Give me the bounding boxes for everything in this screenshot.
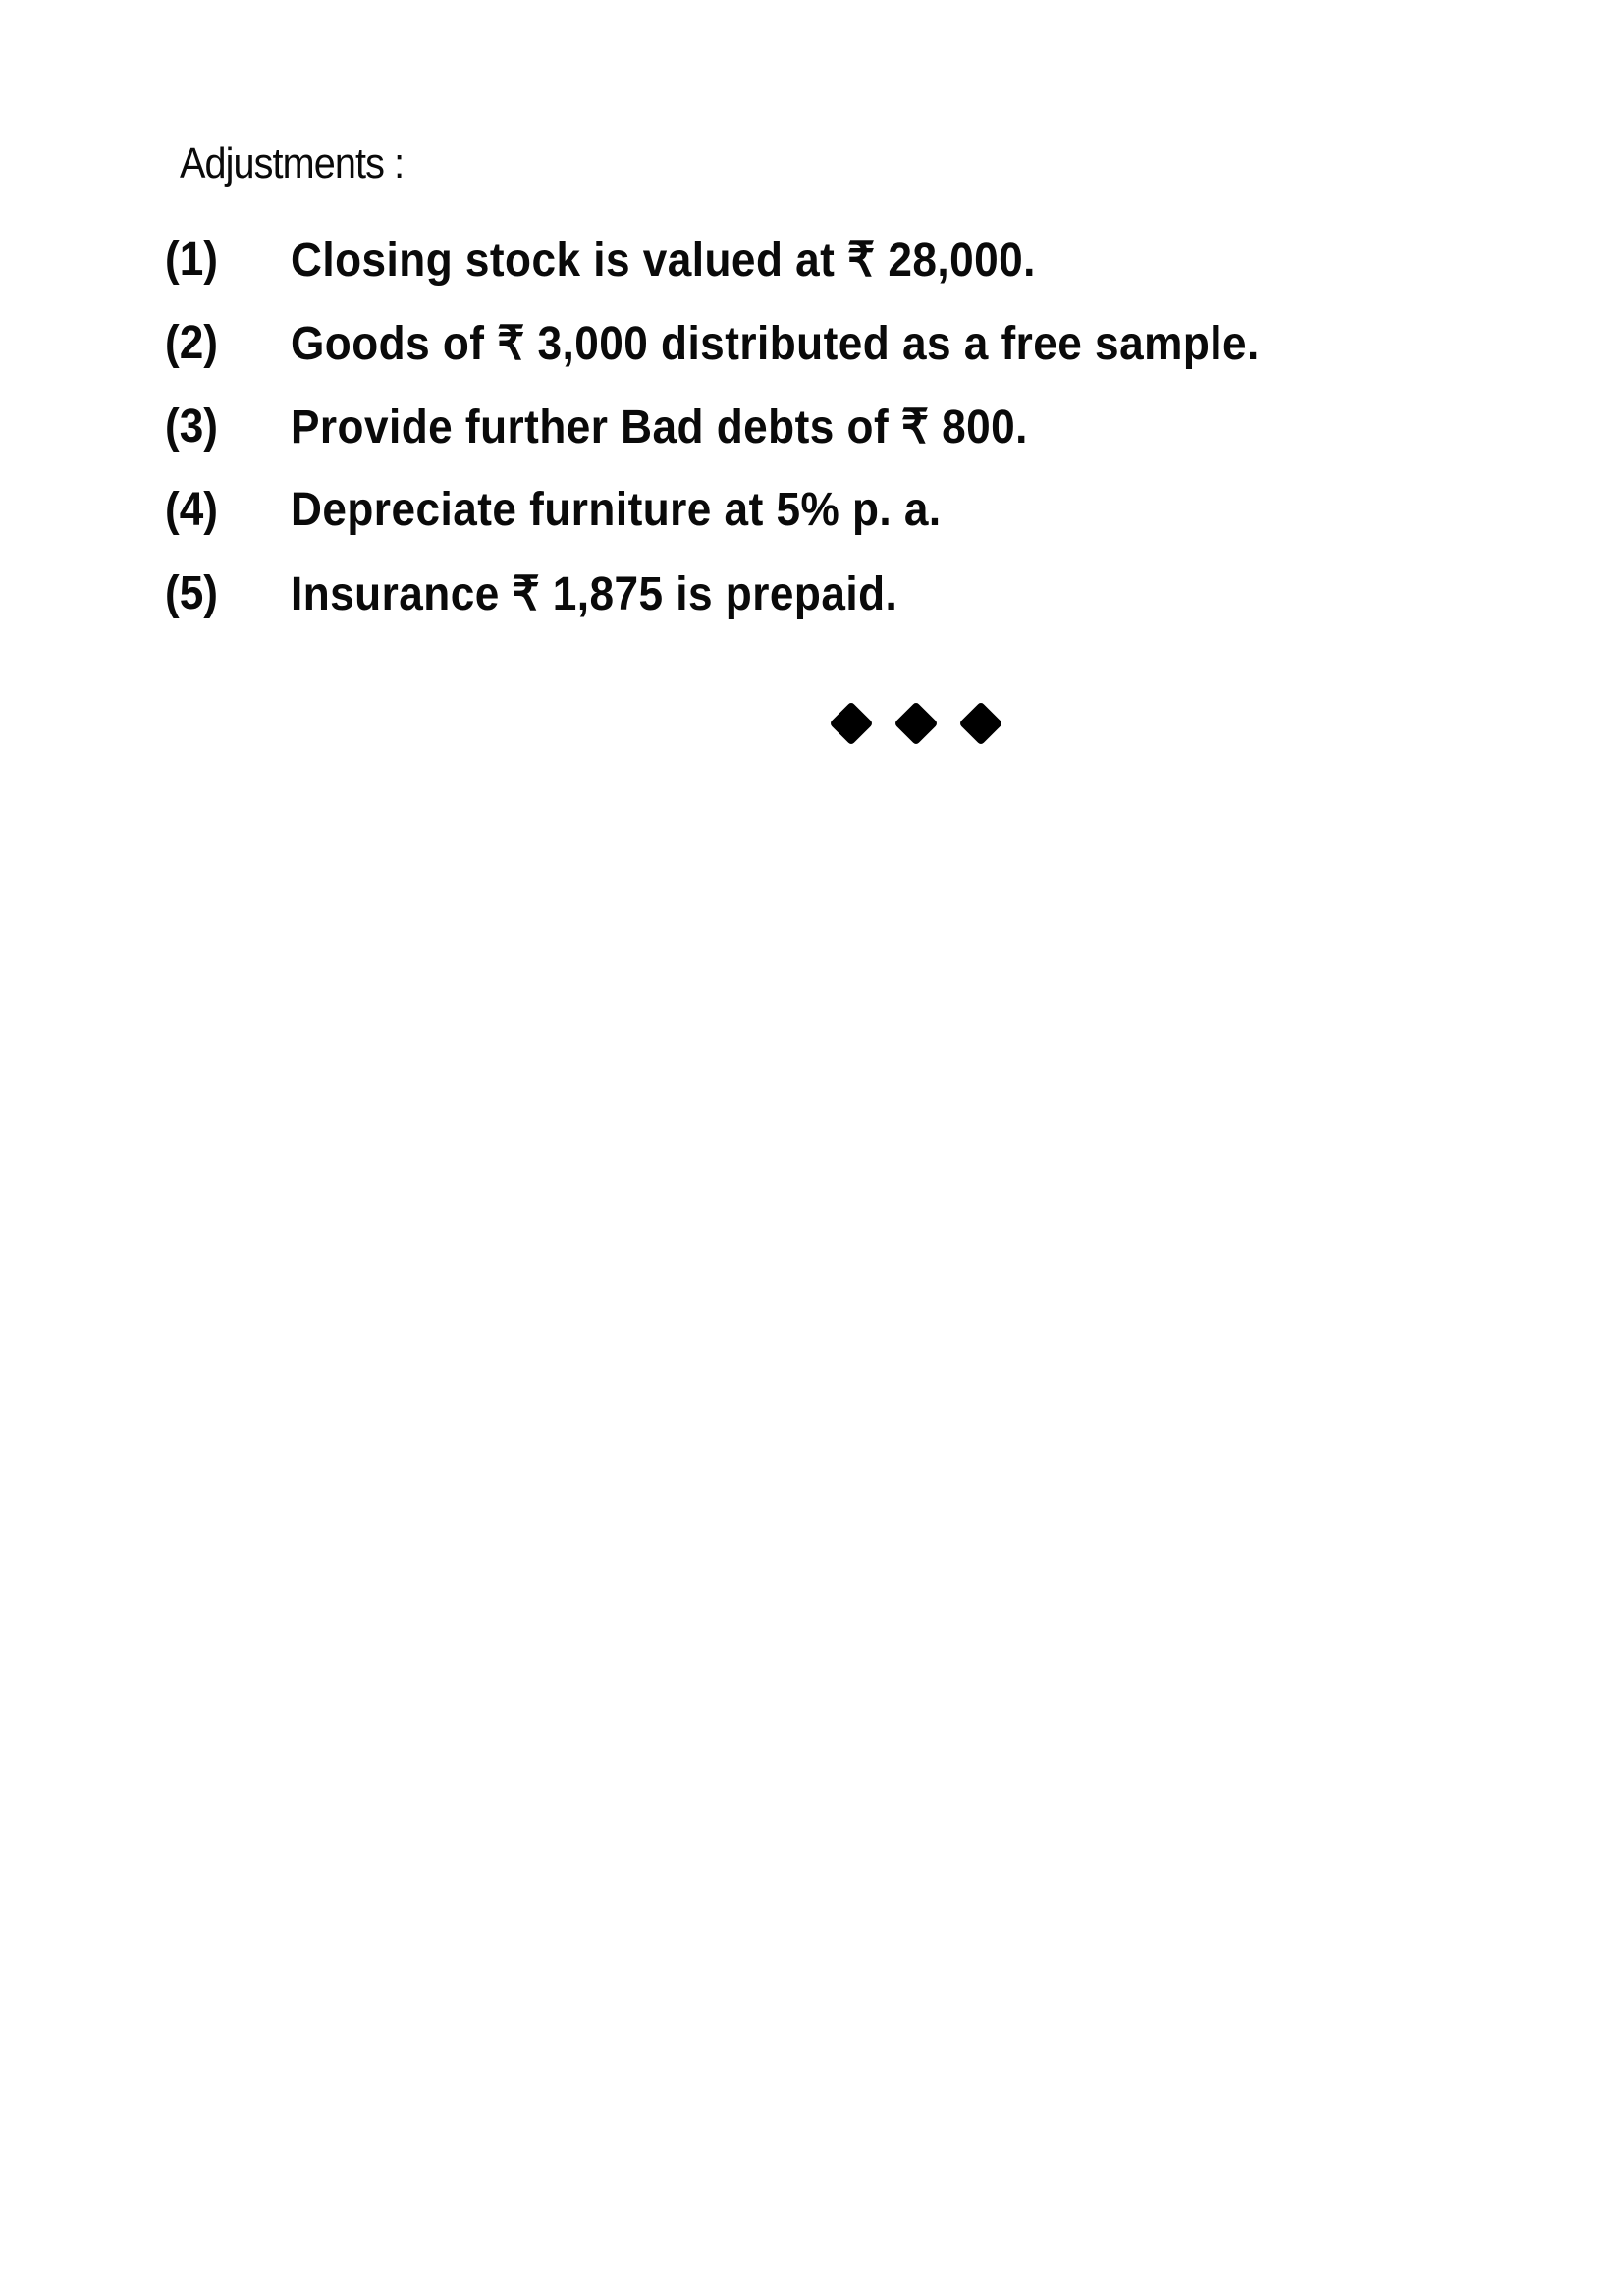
item-text: Closing stock is valued at ₹ 28,000.: [291, 234, 1036, 287]
item-number: (3): [165, 400, 218, 453]
item-number: (1): [165, 234, 218, 286]
list-item: [165, 218, 1344, 301]
diamond-icon: [893, 701, 938, 745]
item-text: Depreciate furniture at 5% p. a.: [291, 484, 942, 536]
list-item: [165, 552, 1344, 635]
adjustments-list: [165, 218, 1344, 635]
list-item: [165, 385, 1344, 468]
list-item: [165, 468, 1344, 552]
item-number: (2): [165, 317, 218, 369]
item-number: (5): [165, 567, 218, 619]
diamond-icon: [829, 701, 873, 745]
item-number: (4): [165, 484, 218, 536]
item-text: Goods of ₹ 3,000 distributed as a free sample.: [291, 317, 1260, 370]
list-item: [165, 301, 1344, 385]
item-text: Insurance ₹ 1,875 is prepaid.: [291, 567, 898, 620]
item-text: Provide further Bad debts of ₹ 800.: [291, 400, 1028, 454]
end-ornament: [830, 702, 1002, 745]
diamond-icon: [958, 701, 1002, 745]
section-heading: Adjustments :: [180, 139, 405, 187]
